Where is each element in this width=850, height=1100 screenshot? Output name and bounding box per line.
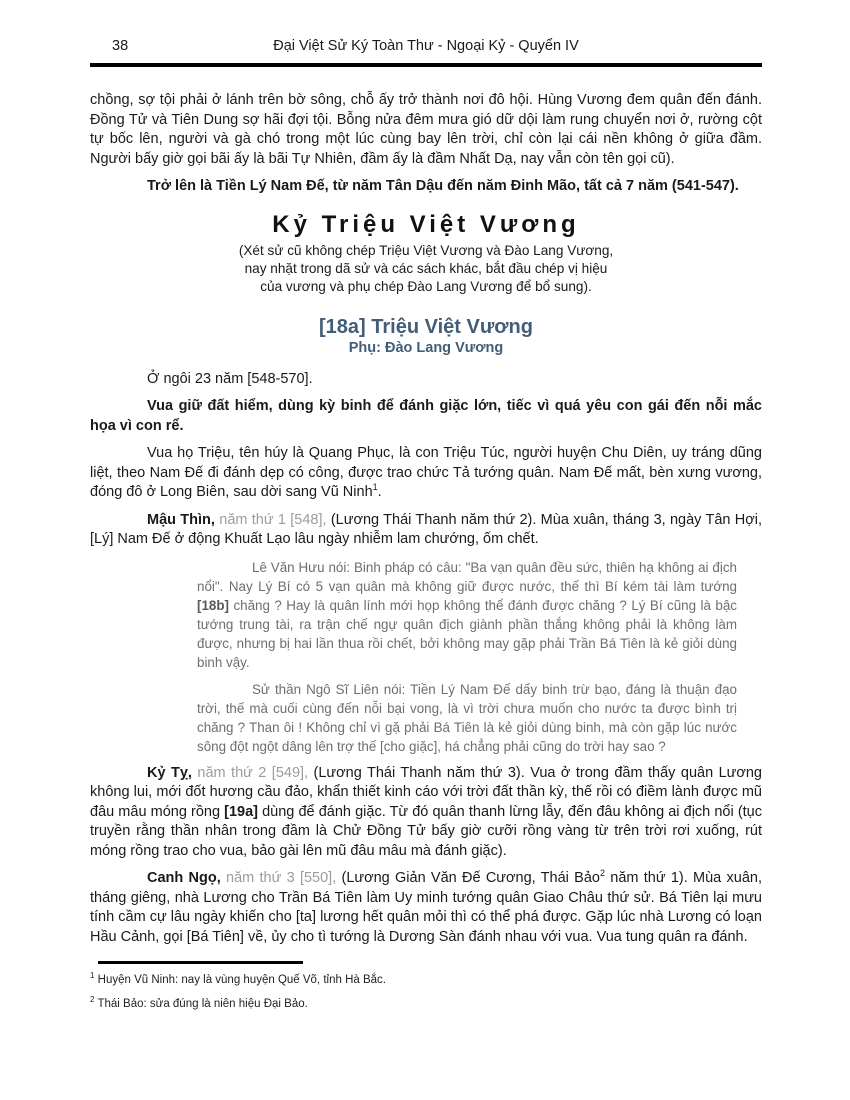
entry-text: (Lương Giản Văn Đế Cương, Thái Bảo xyxy=(336,870,600,886)
folio-ref-18b: [18b] xyxy=(197,597,229,613)
footnote xyxy=(90,973,762,988)
footnote-marker: 1 xyxy=(90,971,95,981)
folio-ref-19a: [19a] xyxy=(224,803,258,820)
entry-lead: Canh Ngọ, xyxy=(147,870,221,886)
chapter-subheading: Phụ: Đào Lang Vương xyxy=(348,339,504,356)
quote-le-van-huu xyxy=(197,558,737,672)
entry-text: (Lương Thái Thanh năm thứ 2). Mùa xuân, tháng 3, ngày Tân Hợi, [Lý] Nam Đế ở động Khuất Lạo lâu ngày nhiễm lam chướng, ốm chết. xyxy=(90,511,762,547)
page-number: 38 xyxy=(112,38,129,54)
header-title: Đại Việt Sử Ký Toàn Thư - Ngoại Kỷ - Quyển IV xyxy=(273,38,579,54)
section-note xyxy=(90,242,762,296)
paragraph-summary-tien-ly-nam-de: Trở lên là Tiền Lý Nam Đế, từ năm Tân Dậu đến năm Đinh Mão, tất cả 7 năm (541-547). xyxy=(147,178,739,194)
quote-ngo-si-lien: Sử thần Ngô Sĩ Liên nói: Tiền Lý Nam Đế dấy binh trừ bạo, đáng là thuận đạo trời, thế mà cuối cùng đến nỗi bại vong, là vì trời chưa muốn cho nước ta được bình trị chăng ? Than ôi ! Không chỉ vì gặ phải Bá Tiên là kẻ giỏi dùng binh, mà còn gặp lúc nước sông đột ngột dâng lên trợ thế [cho giặc], há chẳng phải cũng do trời hay sao ? xyxy=(197,681,737,754)
entry-canh-ngo xyxy=(90,869,762,947)
entry-text: (Lương Thái Thanh năm thứ 3). Vua ở trong đầm thấy quân Lương không lui, mới đốt hương cầu đảo, khẩn thiết kinh cáo với trời đất thần kỳ, thế rồi có điềm lành được mũ đâu mâu móng rồng xyxy=(90,764,762,820)
entry-mau-thin xyxy=(90,511,762,550)
reign-line: Ở ngôi 23 năm [548-570]. xyxy=(147,370,313,387)
quote-text: Lê Văn Hưu nói: Binh pháp có câu: "Ba vạn quân đều sức, thiên hạ không ai địch nổi". Nay Lý Bí có 5 vạn quân mà không giữ được nước, thế thì Bí kém tài làm tướng xyxy=(197,559,737,594)
section-note-line: (Xét sử cũ không chép Triệu Việt Vương và Đào Lang Vương, xyxy=(238,242,614,258)
page-header xyxy=(90,38,762,57)
section-note-line: của vương và phụ chép Đào Lang Vương để bổ sung). xyxy=(260,278,592,294)
entry-lead: Kỷ Tỵ, xyxy=(147,764,192,781)
entry-text: dùng để đánh giặc. Từ đó quân thanh lừng lẫy, đến đâu không ai địch nổi (tục truyền rằng thần nhân trong đầm là Chử Đồng Tử bấy giờ cưỡi rồng vàng từ trên trời rơi xuống, rút móng rồng trao cho vua, bảo gài lên mũ đâu mâu mà đánh giặc). xyxy=(90,803,762,859)
chapter-heading: [18a] Triệu Việt Vương xyxy=(319,315,533,338)
paragraph-king-bio xyxy=(90,444,762,503)
footnote-text: Huyện Vũ Ninh: nay là vùng huyện Quế Võ, tỉnh Hà Bắc. xyxy=(97,974,386,986)
footnote-marker: 2 xyxy=(90,995,95,1005)
paragraph-king-summary: Vua giữ đất hiểm, dùng kỳ binh để đánh giặc lớn, tiếc vì quá yêu con gái đến nỗi mắc họa vì con rể. xyxy=(90,398,762,434)
footnote-ref-1: 1 xyxy=(372,482,378,493)
quote-text: chăng ? Hay là quân lính mới họp không thể đánh được chăng ? Lý Bí cũng là bậc tướng trung tài, ra trận chế ngự quân địch giành phần thắng không phải là không làm được, nhưng bị hai lần thua rồi chết, bởi không may gặp phải Trần Bá Tiên là kẻ giỏi dùng binh vậy. xyxy=(197,597,737,670)
entry-text: năm thứ 1). Mùa xuân, tháng giêng, nhà Lương cho Trần Bá Tiên làm Uy minh tướng quân Giao Châu thứ sử. Bá Tiên lại mưu tính cầm cự lâu ngày khiến cho [ta] lương hết quân mỏi thì có thể phá được. Gặp lúc nhà Lương có loạn Hầu Cảnh, gọi [Bá Tiên] về, ủy cho tì tướng là Dương Sàn đánh nhau với vua. Vua tung quân ra đánh. xyxy=(90,870,762,945)
bio-text: Vua họ Triệu, tên húy là Quang Phục, là con Triệu Túc, người huyện Chu Diên, uy tráng dũng liệt, theo Nam Đế đi đánh dẹp có công, được trao chức Tả tướng quân. Nam Đế mất, bèn xưng vương, đóng đô ở Long Biên, sau dời sang Vũ Ninh xyxy=(90,445,762,500)
paragraph-chu-dong-tu: chồng, sợ tội phải ở lánh trên bờ sông, chỗ ấy trở thành nơi đô hội. Hùng Vương đem quân đến đánh. Đồng Tử và Tiên Dung sợ hãi đợi tội. Bỗng nửa đêm mưa gió dữ dội làm rung chuyển nơi ở, rường cột tự bốc lên, người và gà chó trong một lúc cùng bay lên trời, chỉ còn lại cái nền không ở giữa đầm. Người bấy giờ gọi bãi ấy là bãi Tự Nhiên, đầm ấy là đầm Nhất Dạ, nay vẫn còn tên gọi cũ). xyxy=(90,92,762,167)
entry-year: năm thứ 1 [548], xyxy=(214,511,327,528)
entry-ky-ty xyxy=(90,764,762,862)
footnote-separator xyxy=(98,961,303,964)
footnotes-area xyxy=(90,961,762,1012)
entry-year: năm thứ 2 [549], xyxy=(191,764,309,781)
section-title: Kỷ Triệu Việt Vương xyxy=(272,210,580,238)
bio-tail: . xyxy=(377,484,382,500)
footnote xyxy=(90,997,762,1012)
header-rule xyxy=(90,63,762,67)
entry-lead: Mậu Thìn, xyxy=(147,511,215,528)
entry-year: năm thứ 3 [550], xyxy=(220,870,337,886)
footnote-ref-2: 2 xyxy=(599,868,605,879)
footnote-text: Thái Bảo: sửa đúng là niên hiệu Đại Bảo. xyxy=(97,998,308,1010)
section-note-line: nay nhặt trong dã sử và các sách khác, bắt đầu chép vị hiệu xyxy=(244,260,608,276)
